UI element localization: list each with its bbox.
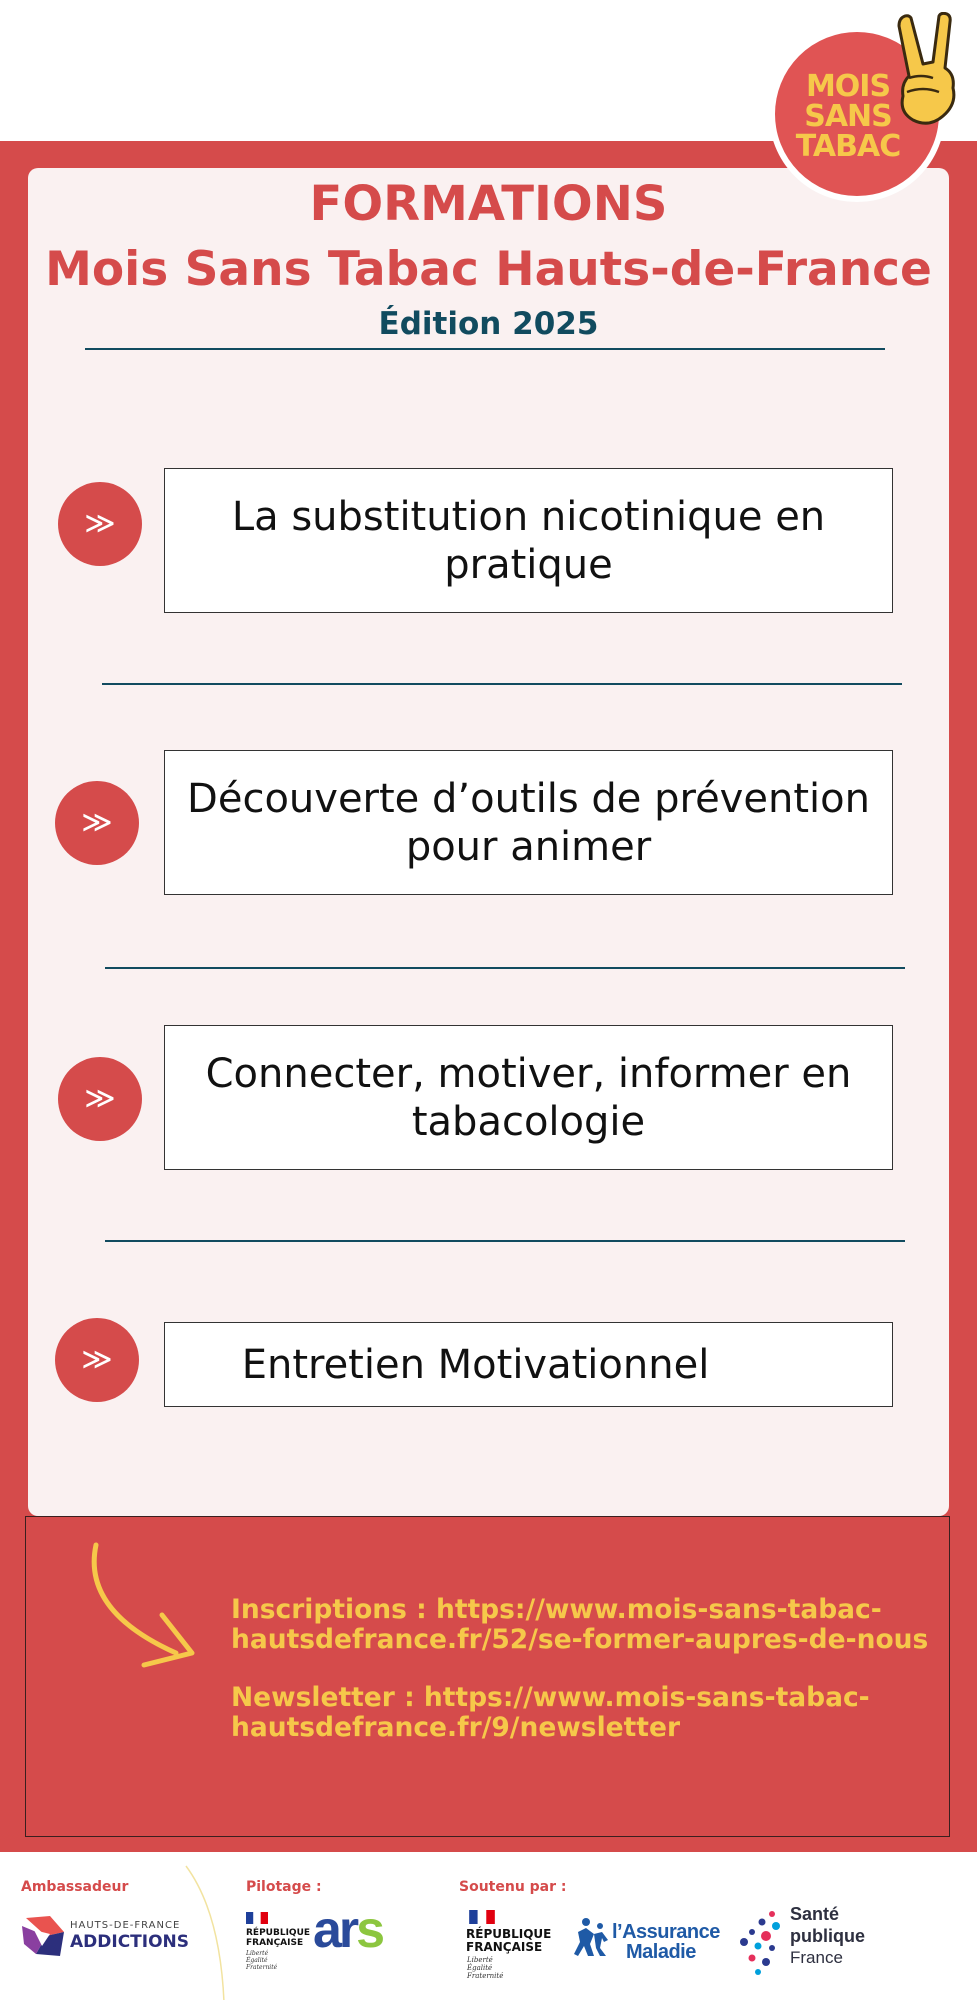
formation-label: Découverte d’outils de prévention pour animer — [187, 775, 870, 870]
decorative-curve — [180, 1862, 240, 2000]
ambassadeur-label: Ambassadeur — [21, 1879, 129, 1895]
info-box — [25, 1516, 950, 1837]
formation-label: Connecter, motiver, informer en tabacologie — [205, 1050, 852, 1145]
assurance-maladie-figures-icon — [572, 1912, 612, 1958]
sante-publique-dots-icon — [738, 1908, 786, 1980]
france-text: France — [790, 1948, 843, 1967]
sante-text: Santé — [790, 1904, 840, 1924]
republique-devise: Liberté Égalité Fraternité — [246, 1950, 278, 1971]
title-divider — [85, 348, 885, 350]
section-divider — [105, 1240, 905, 1242]
curved-arrow-icon — [66, 1541, 216, 1671]
newsletter-link[interactable]: Newsletter : https://www.mois-sans-tabac-hautsdefrance.fr/9/newsletter — [231, 1682, 870, 1743]
formation-item[interactable] — [164, 1322, 893, 1407]
soutenu-label: Soutenu par : — [459, 1879, 567, 1895]
formation-label: Entretien Motivationnel — [241, 1341, 710, 1388]
french-flag-icon — [246, 1912, 268, 1924]
edition-label: Édition 2025 — [378, 306, 599, 342]
partners-footer — [0, 1852, 977, 2000]
bullet-arrow-icon: ≫ — [58, 482, 142, 566]
hdf-main-text: ADDICTIONS — [70, 1932, 190, 1952]
bullet-arrow-icon: ≫ — [58, 1057, 142, 1141]
hdf-addictions-mark-icon — [20, 1914, 66, 1958]
republique-francaise-text: RÉPUBLIQUE FRANÇAISE — [246, 1928, 311, 1948]
ars-logo: ars — [313, 1901, 383, 1959]
bullet-arrow-icon: ≫ — [55, 781, 139, 865]
inscriptions-link[interactable]: Inscriptions : https://www.mois-sans-tabac-hautsdefrance.fr/52/se-former-aupres-de-nous — [231, 1594, 929, 1655]
section-divider — [105, 967, 905, 969]
formation-item[interactable] — [164, 1025, 893, 1170]
victory-hand-icon — [889, 12, 965, 132]
page-subtitle: Mois Sans Tabac Hauts-de-France — [45, 242, 932, 297]
pilotage-label: Pilotage : — [246, 1879, 322, 1895]
hdf-sub-text: HAUTS-DE-FRANCE — [70, 1920, 181, 1931]
section-divider — [102, 683, 902, 685]
formation-label: La substitution nicotinique en pratique — [231, 493, 826, 588]
assurance-maladie-text: l’Assurance Maladie — [612, 1921, 720, 1963]
formation-item[interactable] — [164, 750, 893, 895]
formation-item[interactable] — [164, 468, 893, 613]
publique-text: publique — [790, 1926, 865, 1946]
french-flag-icon — [467, 1910, 497, 1924]
republique-devise: Liberté Égalité Fraternité — [467, 1956, 504, 1980]
page-title: FORMATIONS — [309, 176, 668, 232]
bullet-arrow-icon: ≫ — [55, 1318, 139, 1402]
logo-text: MOIS SANS TABAC — [795, 69, 901, 164]
republique-francaise-text: RÉPUBLIQUE FRANÇAISE — [466, 1927, 552, 1954]
